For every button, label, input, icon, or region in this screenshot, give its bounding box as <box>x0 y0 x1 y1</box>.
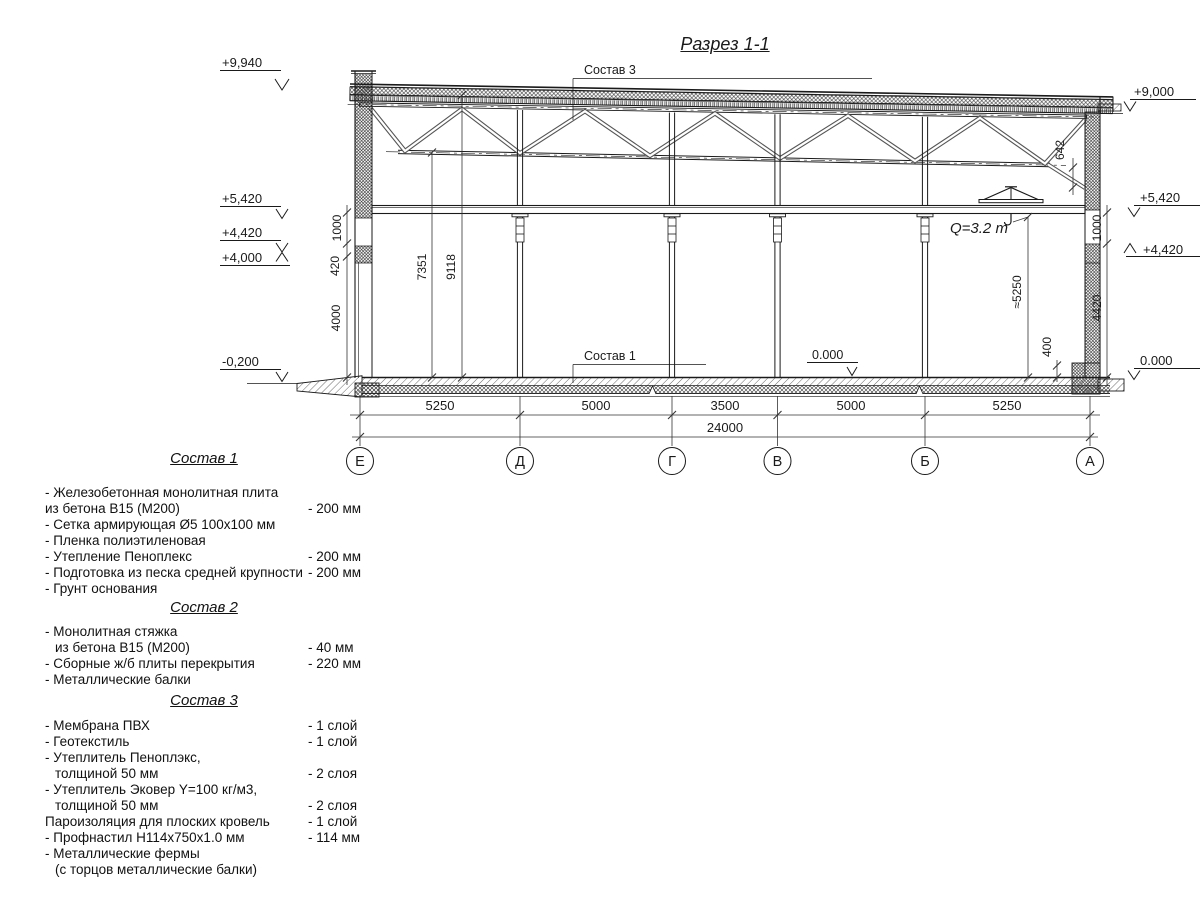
axis-D: Д <box>515 454 525 470</box>
item-value: - 1 слой <box>308 718 358 733</box>
elev-9940: +9,940 <box>222 55 263 70</box>
dim-400: 400 <box>1040 336 1054 358</box>
sostav3-heading: Состав 3 <box>170 692 238 709</box>
axis-V: В <box>772 454 783 470</box>
elev-5420-right: +5,420 <box>1140 190 1181 205</box>
dim-1000-left: 1000 <box>330 214 344 242</box>
item-value: - 200 мм <box>308 549 362 564</box>
inner-floor-level-mark <box>807 348 858 376</box>
list-item: - Железобетонная монолитная плита из бетона В15 (М200) - 200 мм <box>45 485 362 516</box>
interior-columns <box>517 110 927 378</box>
list-item: - Подготовка из песка средней крупности - 200 мм <box>45 565 362 580</box>
dim-642: 642 <box>1053 139 1067 161</box>
list-item: - Сборные ж/б плиты перекрытия - 220 мм <box>45 656 362 671</box>
apron <box>297 376 362 397</box>
floor-slab <box>247 376 1110 397</box>
sostav2-list <box>45 600 363 688</box>
elev-4000-left: +4,000 <box>222 250 263 265</box>
sostav1-list <box>45 451 363 597</box>
item-value: - 2 слоя <box>308 798 358 813</box>
dim-1000-right: 1000 <box>1090 214 1104 242</box>
dim-7351: 7351 <box>415 253 429 281</box>
dim-span-1: 5250 <box>425 398 455 413</box>
elevation-marks-right <box>1124 84 1200 380</box>
axis-G: Г <box>668 454 676 470</box>
item-value: - 40 мм <box>308 640 354 655</box>
dim-4420: 4420 <box>1090 294 1104 322</box>
list-item: - Профнастил Н114х750х1.0 мм - 114 мм <box>45 830 361 845</box>
dim-5250-hook: ≈5250 <box>1010 275 1024 309</box>
item-value: - 200 мм <box>308 501 362 516</box>
item-value: - 1 слой <box>308 814 358 829</box>
item-value: - 2 слоя <box>308 766 358 781</box>
item-value: - 1 слой <box>308 734 358 749</box>
elev-4420-right: +4,420 <box>1143 242 1184 257</box>
list-item: - Металлические балки <box>45 672 191 687</box>
elev-9000: +9,000 <box>1134 84 1175 99</box>
list-item: - Пленка полиэтиленовая <box>45 533 206 548</box>
elev-4420-left: +4,420 <box>222 225 263 240</box>
dim-span-5: 5250 <box>992 398 1022 413</box>
roof-truss <box>370 108 1085 189</box>
sostav1-heading: Состав 1 <box>170 450 238 467</box>
crane-capacity-label: Q=3.2 т <box>950 220 1008 237</box>
dim-420: 420 <box>328 255 342 277</box>
list-item: - Утеплитель Эковер Y=100 кг/м3, толщиной 50 мм - 2 слоя <box>45 782 358 813</box>
left-wall <box>351 71 379 397</box>
sostav2-heading: Состав 2 <box>170 599 238 616</box>
roof-package <box>348 84 1113 119</box>
dim-span-2: 5000 <box>581 398 611 413</box>
item-value: - 220 мм <box>308 656 362 671</box>
elev-minus-0200: -0,200 <box>222 354 259 369</box>
list-item: - Геотекстиль - 1 слой <box>45 734 358 749</box>
list-item: - Мембрана ПВХ - 1 слой <box>45 718 358 733</box>
page-title: Разрез 1-1 <box>680 34 770 54</box>
axis-A: А <box>1085 454 1095 470</box>
item-value: - 114 мм <box>308 830 361 845</box>
list-item: - Металлические фермы (с торцов металлические балки) <box>45 846 257 877</box>
sostav1-ref-label: Состав 1 <box>584 349 636 363</box>
elevation-marks-left <box>220 55 290 382</box>
list-item: - Монолитная стяжка из бетона В15 (М200) - 40 мм <box>45 624 354 655</box>
dim-4000: 4000 <box>329 304 343 332</box>
dim-total: 24000 <box>706 420 744 435</box>
item-value: - 200 мм <box>308 565 362 580</box>
list-item: - Сетка армирующая Ø5 100х100 мм <box>45 517 276 532</box>
right-wall <box>1072 97 1124 394</box>
sostav3-ref-label: Состав 3 <box>584 63 636 77</box>
list-item: Пароизоляция для плоских кровель - 1 слой <box>45 814 358 829</box>
axis-bubbles <box>347 448 1104 475</box>
list-item: - Грунт основания <box>45 581 158 596</box>
axis-E: Е <box>355 454 365 470</box>
dim-9118: 9118 <box>444 254 458 280</box>
column-caps <box>512 214 933 217</box>
inner-level-label: 0.000 <box>812 348 844 362</box>
column-splices <box>516 218 929 242</box>
elev-5420-left: +5,420 <box>222 191 263 206</box>
list-item: - Утепление Пеноплекс - 200 мм <box>45 549 362 564</box>
list-item: - Утеплитель Пеноплэкс, толщиной 50 мм - 2 слоя <box>45 750 358 781</box>
axis-B: Б <box>920 454 930 470</box>
dim-span-3: 3500 <box>710 398 740 413</box>
elev-0000-right: 0.000 <box>1140 353 1173 368</box>
sostav3-list <box>45 693 363 878</box>
dim-span-4: 5000 <box>836 398 866 413</box>
vertical-dimensions <box>328 91 1111 385</box>
bottom-dimensions <box>350 396 1100 446</box>
